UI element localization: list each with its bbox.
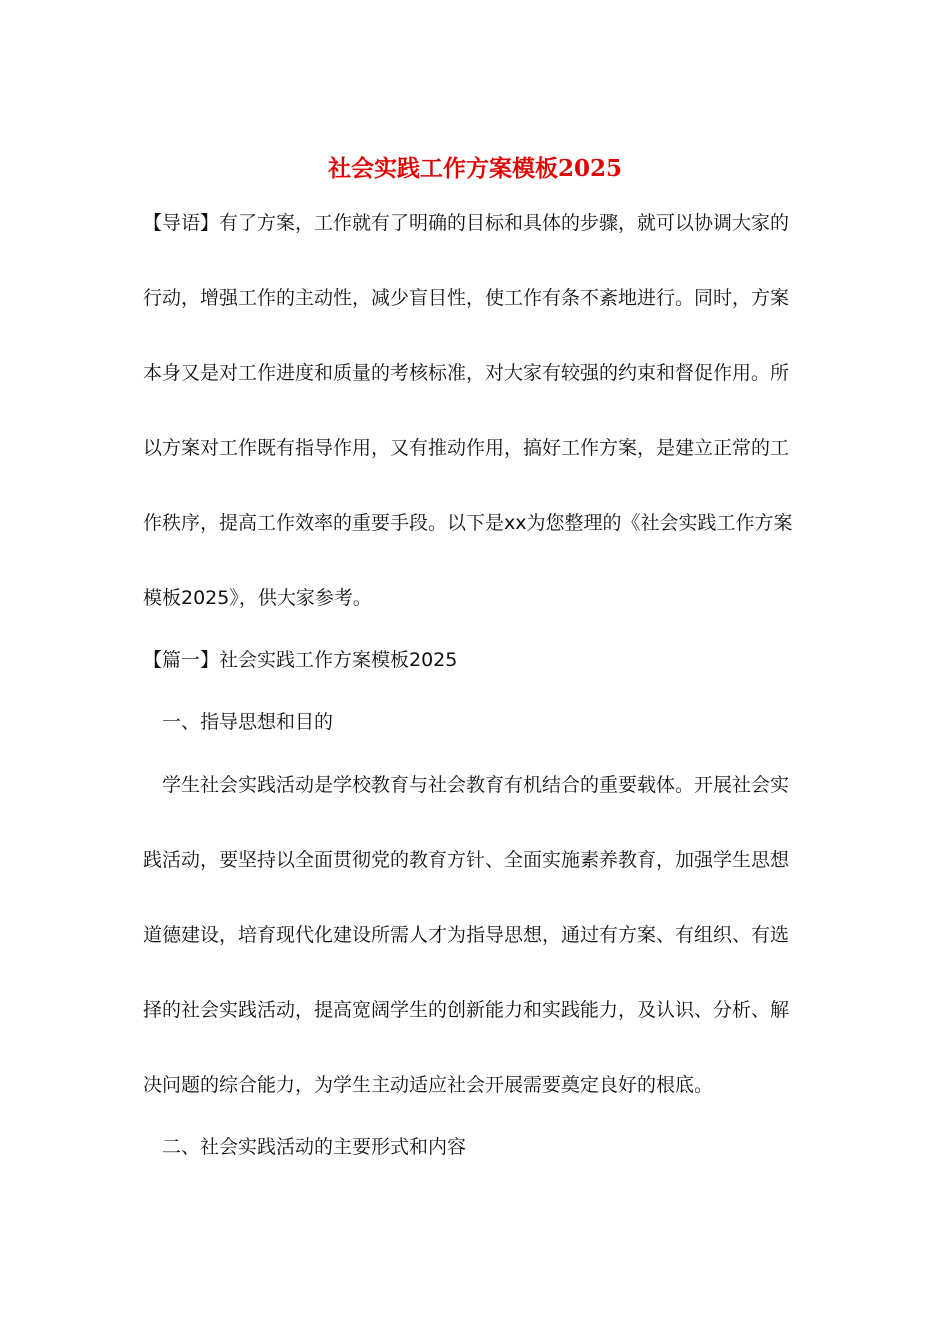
paragraph-line: 道德建设，培育现代化建设所需人才为指导思想，通过有方案、有组织、有选 (143, 924, 790, 946)
paragraph-line: 学生社会实践活动是学校教育与社会教育有机结合的重要载体。开展社会实 (162, 774, 790, 796)
heading-forms-and-content: 二、社会实践活动的主要形式和内容 (162, 1136, 467, 1158)
intro-line: 行动，增强工作的主动性，减少盲目性，使工作有条不紊地进行。同时，方案 (143, 287, 790, 309)
paragraph-line: 择的社会实践活动，提高宽阔学生的创新能力和实践能力，及认识、分析、解 (143, 999, 790, 1021)
intro-line: 【导语】有了方案，工作就有了明确的目标和具体的步骤，就可以协调大家的 (143, 212, 790, 234)
intro-line: 以方案对工作既有指导作用，又有推动作用，搞好工作方案，是建立正常的工 (143, 437, 790, 459)
intro-line: 本身又是对工作进度和质量的考核标准，对大家有较强的约束和督促作用。所 (143, 362, 790, 384)
section-heading: 【篇一】社会实践工作方案模板2025 (143, 649, 458, 671)
document-title: 社会实践工作方案模板2025 (327, 155, 622, 182)
paragraph-line: 决问题的综合能力，为学生主动适应社会开展需要奠定良好的根底。 (143, 1074, 714, 1096)
heading-guiding-ideology: 一、指导思想和目的 (162, 711, 334, 733)
intro-line: 作秩序，提高工作效率的重要手段。以下是xx为您整理的《社会实践工作方案 (143, 512, 793, 534)
paragraph-line: 践活动，要坚持以全面贯彻党的教育方针、全面实施素养教育，加强学生思想 (143, 849, 790, 871)
intro-line: 模板2025》，供大家参考。 (143, 587, 372, 609)
